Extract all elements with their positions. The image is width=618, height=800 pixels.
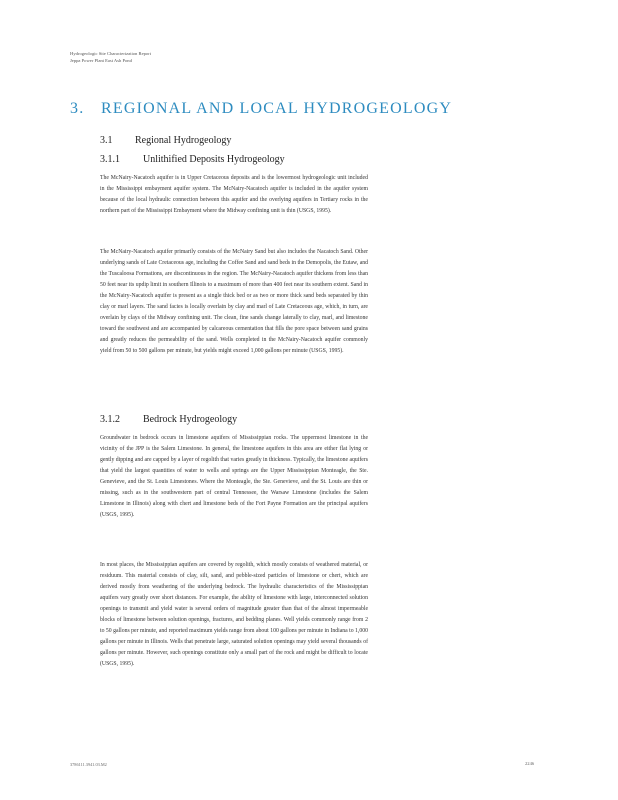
chapter-number: 3. (70, 100, 85, 117)
subsection-heading-3-1-1 (100, 154, 285, 165)
header-line-2: Jeppa Power Plant East Ash Pond (70, 58, 132, 63)
paragraph-unlithified-1: The McNairy-Nacatoch aquifer is in Upper Cretaceous deposits and is the lowermost hydrogeologic unit included in the Mississippi embayment aquifer system. The McNairy-Nacatoch aquifer is included in the aquifer system because of the local hydraulic connection between this aquifer and the overlying aquifers in Tertiary rocks in the northern part of the Mississippi Embayment where the Midway confining unit is thin (USGS, 1995). (100, 175, 368, 214)
paragraph-unlithified-2: The McNairy-Nacatoch aquifer primarily consists of the McNairy Sand but also includes the Nacatoch Sand. Other underlying sands of Late Cretaceous age, including the Coffee Sand and sand beds in the Demopolis, the Eutaw, and the Tuscaloosa Formations, are discontinuous in the region. The McNairy-Nacatoch aquifer thickens from less than 50 feet near its updip limit in southern Illinois to a maximum of more than 400 feet near its southern extent. Sand in the McNairy-Nacatoch aquifer is present as a single thick bed or as two or more thick sand beds separated by thin clay or marl layers. The sand facies is locally overlain by clay and marl of Late Cretaceous age, which, in turn, are overlain by clays of the Midway confining unit. The clean, fine sands change laterally to clay, marl, and limestone toward the southwest and are accompanied by calcareous cementation that fills the pore space between sand grains and greatly reduces the permeability of the sand. Wells completed in the McNairy-Nacatoch aquifer commonly yield from 50 to 500 gallons per minute, but yields might exceed 1,000 gallons per minute (USGS, 1995). (100, 249, 368, 354)
section-title: Regional Hydrogeology (135, 135, 232, 146)
section-heading-3-1 (100, 135, 231, 146)
chapter-title: REGIONAL AND LOCAL HYDROGEOLOGY (101, 100, 453, 117)
paragraph-bedrock-2: In most places, the Mississippian aquifers are covered by regolith, which mostly consists of weathered material, or residuum. This material consists of clay, silt, sand, and pebble-sized particles of limestone or chert, which are derived mostly from weathering of the underlying bedrock. The hydraulic characteristics of the Mississippian aquifers vary greatly over short distances. For example, the ability of limestone with large, interconnected solution openings to transmit and yield water is several orders of magnitude greater than that of the almost impermeable blocks of limestone between solution openings, fractures, and bedding planes. Well yields commonly range from 2 to 50 gallons per minute, and reported maximum yields range from about 100 gallons per minute in Indiana to 1,000 gallons per minute in Illinois. Wells that penetrate large, saturated solution openings may yield several thousands of gallons per minute. However, such openings constitute only a small part of the rock and might be difficult to locate (USGS, 1995). (100, 562, 368, 667)
subsection-title: Bedrock Hydrogeology (143, 414, 238, 425)
section-number: 3.1 (100, 135, 113, 146)
subsection-title: Unlithified Deposits Hydrogeology (143, 154, 285, 165)
footer-document-id: 3786111.3941.03.M2 (70, 762, 107, 767)
running-header (70, 50, 151, 64)
subsection-number: 3.1.1 (100, 154, 120, 165)
paragraph-bedrock-1: Groundwater in bedrock occurs in limestone aquifers of Mississippian rocks. The uppermost limestone in the vicinity of the JPP is the Salem Limestone. In general, the limestone aquifers in this area are either flat lying or gently dipping and are capped by a layer of regolith that varies greatly in thickness. Typically, the limestone aquifers that yield the largest quantities of water to wells and springs are the Upper Mississippian Monteagle, the Ste. Genevieve, and the St. Louis Limestones. Where the Monteagle, the Ste. Genevieve, and the St. Louis are thin or missing, such as in the southwestern part of central Tennessee, the Warsaw Limestone (includes the Salem Limestone in Illinois) along with chert and limestone beds of the Fort Payne Formation are the principal aquifers (USGS, 1995). (100, 435, 369, 518)
chapter-heading (70, 100, 452, 118)
footer-page-number: 2246 (525, 761, 535, 766)
header-line-1: Hydrogeologic Site Characterization Report (70, 51, 152, 56)
subsection-number: 3.1.2 (100, 414, 120, 425)
subsection-heading-3-1-2 (100, 414, 237, 425)
